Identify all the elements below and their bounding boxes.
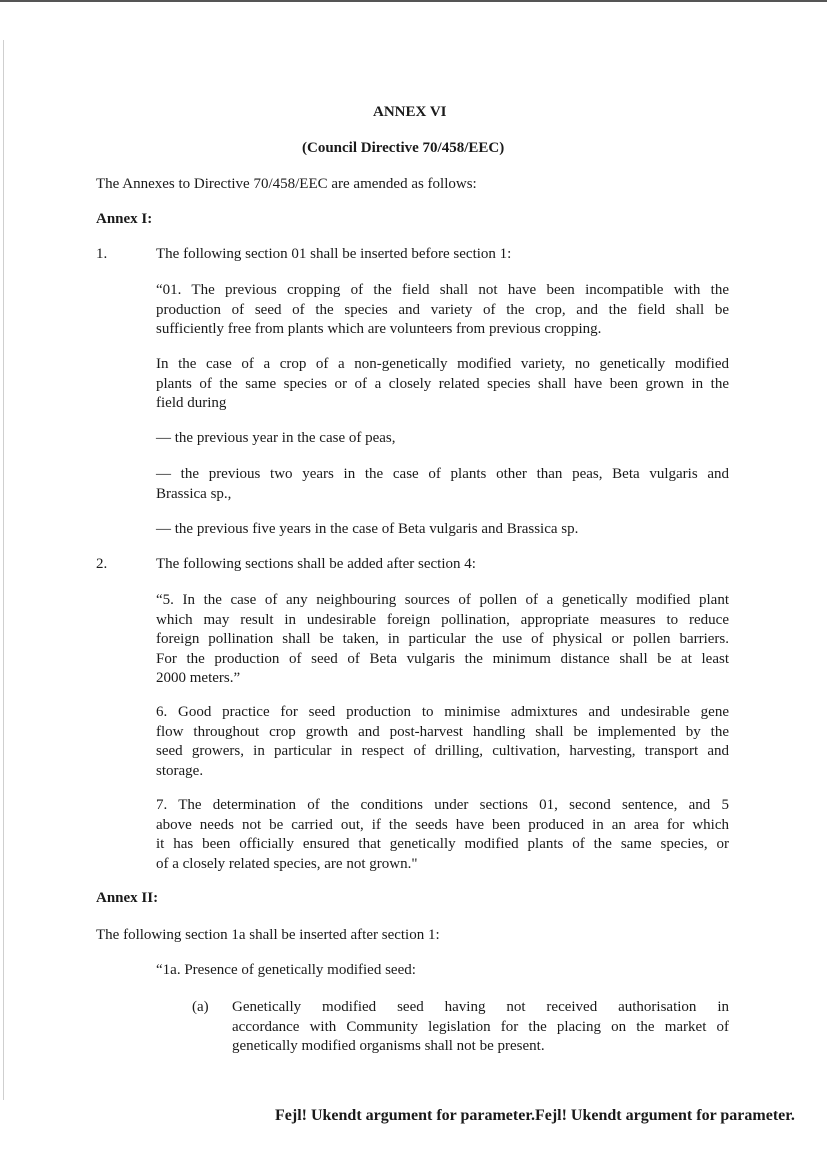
left-scan-edge	[3, 40, 4, 1100]
text-line: flow throughout crop growth and post-harvest handling shall be implemented by the	[156, 723, 729, 740]
item-1-text: The following section 01 shall be inserted before section 1:	[156, 246, 512, 262]
text-line: “5. In the case of any neighbouring sources of pollen of a genetically modified plant	[156, 592, 729, 608]
text-line: foreign pollination shall be taken, in particular the use of physical or pollen barriers.	[156, 631, 729, 647]
section-01-paragraph-1	[156, 281, 729, 340]
text-line: 2000 meters.”	[156, 670, 241, 686]
text-line: In the case of a crop of a non-genetically modified variety, no genetically modified	[156, 356, 729, 372]
top-scan-rule	[0, 0, 827, 2]
text-line: field during	[156, 395, 227, 411]
section-7-paragraph	[156, 796, 729, 874]
text-line: — the previous two years in the case of plants other than peas, Beta vulgaris and	[156, 466, 729, 482]
intro-text: The Annexes to Directive 70/458/EEC are amended as follows:	[96, 176, 477, 192]
text-line: accordance with Community legislation for the placing on the market of	[232, 1018, 729, 1035]
text-line: production of seed of the species and variety of the crop, and the field shall be	[156, 301, 729, 318]
section-01-paragraph-2	[156, 355, 729, 414]
directive-reference: (Council Directive 70/458/EEC)	[302, 140, 505, 156]
item-2-text: The following sections shall be added after section 4:	[156, 556, 476, 572]
item-a-label: (a)	[192, 999, 209, 1015]
section-6-paragraph	[156, 703, 729, 781]
text-line: plants of the same species or of a closely related species shall have been grown in the	[156, 375, 729, 392]
text-line: 7. The determination of the conditions under sections 01, second sentence, and 5	[156, 797, 729, 813]
text-line: it has been officially ensured that genetically modified plants of the same species, or	[156, 836, 729, 852]
text-line: sufficiently free from plants which are volunteers from previous cropping.	[156, 321, 602, 337]
text-line: Genetically modified seed having not received authorisation in	[232, 999, 729, 1015]
text-line: which may result in undesirable foreign pollination, appropriate measures to reduce	[156, 611, 729, 628]
footer-field-error: Fejl! Ukendt argument for parameter.Fejl! Ukendt argument for parameter.	[275, 1107, 795, 1124]
text-line: genetically modified organisms shall not be present.	[232, 1038, 545, 1054]
text-line: For the production of seed of Beta vulgaris the minimum distance shall be at least	[156, 650, 729, 667]
text-line: above needs not be carried out, if the seeds have been produced in an area for which	[156, 816, 729, 833]
text-line: “01. The previous cropping of the field shall not have been incompatible with the	[156, 282, 729, 298]
text-line: of a closely related species, are not grown."	[156, 855, 418, 872]
annex-title: ANNEX VI	[373, 104, 447, 120]
annex-1-heading: Annex I:	[96, 211, 153, 227]
dash-item-five-years: — the previous five years in the case of Beta vulgaris and Brassica sp.	[156, 521, 579, 537]
item-a-text	[232, 998, 729, 1057]
text-line: Brassica sp.,	[156, 485, 232, 502]
dash-item-peas: — the previous year in the case of peas,	[156, 430, 396, 446]
section-1a-heading: “1a. Presence of genetically modified seed:	[156, 962, 416, 978]
text-line: storage.	[156, 762, 204, 779]
item-1-number: 1.	[96, 246, 108, 262]
dash-item-two-years	[156, 465, 729, 504]
text-line: seed growers, in particular in respect of drilling, cultivation, harvesting, transport and	[156, 743, 729, 759]
annex-2-intro: The following section 1a shall be inserted after section 1:	[96, 927, 440, 943]
item-2-number: 2.	[96, 556, 108, 572]
text-line: 6. Good practice for seed production to minimise admixtures and undesirable gene	[156, 704, 729, 720]
annex-2-heading: Annex II:	[96, 890, 159, 906]
section-5-paragraph	[156, 591, 729, 689]
